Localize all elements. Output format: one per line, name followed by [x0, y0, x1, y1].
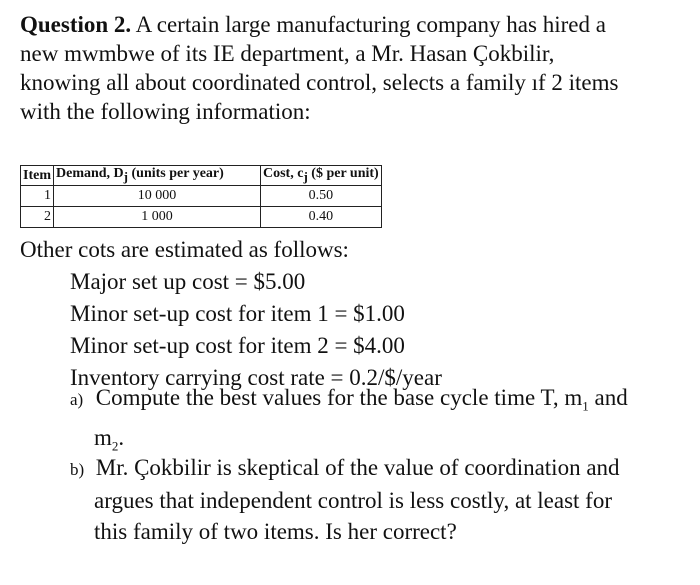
table-row [21, 186, 382, 207]
intro-line-4: with the following information: [20, 99, 311, 124]
cell-item: 2 [21, 207, 54, 228]
cell-demand: 10 000 [54, 186, 261, 207]
part-a: a) Compute the best values for the base cycle time T, $m_1$ and $m_2$. [70, 382, 682, 461]
table-row [21, 207, 382, 228]
cell-cost: 0.40 [261, 207, 382, 228]
cost-item-minor-setup-2: Minor set-up cost for item 2 = $4.00 [70, 333, 405, 358]
header-item: Item [21, 166, 54, 186]
question-intro [20, 10, 682, 126]
intro-line-2: new mwmbwe of its IE department, a Mr. Hasan Çokbilir, [20, 41, 555, 66]
header-cost: Cost, $c_j$ ($ per unit) [261, 166, 382, 186]
part-b-line-3: this family of two items. Is her correct? [94, 519, 457, 544]
part-a-marker: a) [70, 390, 84, 409]
part-b-line-2: argues that independent control is less costly, at least for [94, 488, 613, 513]
cost-item-carrying-rate: Inventory carrying cost rate = 0.2/$/year [70, 365, 442, 390]
part-a-continuation: $m_2$. [94, 424, 125, 454]
cost-list [70, 266, 442, 394]
question-label: Question 2. [20, 12, 132, 37]
cell-demand: 1 000 [54, 207, 261, 228]
part-b: b) Mr. Çokbilir is skeptical of the value of coordination and argues that independent control is less costly, at least for this family of two items. Is her correct? [70, 452, 682, 547]
item-data-table [20, 165, 382, 228]
cell-cost: 0.50 [261, 186, 382, 207]
part-b-marker: b) [70, 460, 85, 479]
header-demand: Demand, $D_j$ (units per year) [54, 166, 261, 186]
cell-item: 1 [21, 186, 54, 207]
intro-line-3: knowing all about coordinated control, selects a family ıf 2 items [20, 70, 619, 95]
cost-item-minor-setup-1: Minor set-up cost for item 1 = $1.00 [70, 301, 405, 326]
table-header-row [21, 166, 382, 186]
intro-line-1: A certain large manufacturing company has hired a [131, 12, 606, 37]
other-costs-intro: Other cots are estimated as follows: [20, 237, 349, 262]
cost-item-major-setup: Major set up cost = $5.00 [70, 269, 306, 294]
